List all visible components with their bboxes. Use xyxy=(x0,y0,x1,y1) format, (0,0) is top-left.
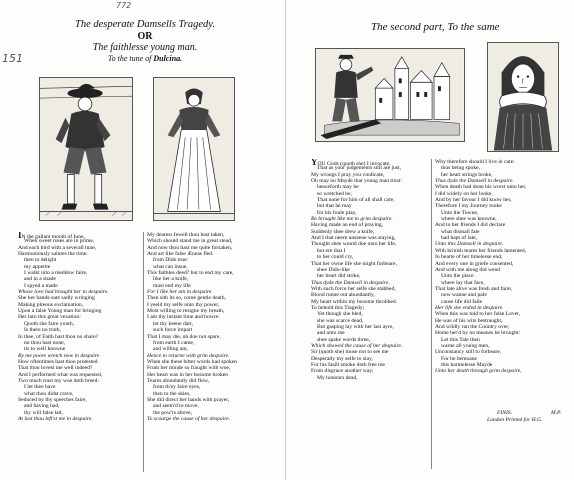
handwritten-page-number: 772 xyxy=(116,1,132,10)
verse-line: where lay that face, xyxy=(441,279,485,286)
verse-line: In thee, of Faith hast thou no share? xyxy=(18,333,99,340)
verse-line: Be brought like me to grim despaire. xyxy=(311,216,393,223)
woodcut-gentleman-figure xyxy=(40,78,132,220)
verse-line: from earth I came, xyxy=(153,339,195,346)
verse-line: But gasping lay with her last ayre, xyxy=(317,323,394,330)
handwritten-margin-number: 151 xyxy=(2,52,23,65)
verse-line: then to delight xyxy=(24,257,57,264)
verse-line: I yeeld my selfe unto thy power, xyxy=(147,301,220,308)
verse-line: Sir (quoth she) muse not to see me xyxy=(311,349,389,356)
finis-mark: FINIS. xyxy=(497,410,513,416)
woodcut-gentleman xyxy=(39,77,133,221)
verse-line: That as your judgements still are just, xyxy=(317,165,402,172)
column-divider-left xyxy=(143,232,144,472)
woodcut-town-scene xyxy=(315,48,465,142)
verse-line: Her life she ended in despaire. xyxy=(435,304,504,311)
verse-line: My dearest Jewell thou hast taken, xyxy=(147,232,225,238)
title-or: OR xyxy=(137,31,153,42)
verse-line: cause life did faile xyxy=(441,298,483,305)
verse-line: now wanne and pale xyxy=(441,292,487,299)
verse-line: Is there no truth, xyxy=(24,327,61,334)
verse-line: At last thou left'st me in despaire. xyxy=(18,415,93,422)
ballad-subtitle: The faithlesse young man. xyxy=(92,42,198,53)
verse-line: but that he may xyxy=(317,203,352,210)
woodcut-lady-portrait-figure xyxy=(488,43,558,151)
verse-line: Whose love had brought her to despaire. xyxy=(18,289,109,296)
verse-line: That I may die, oh doe not spare, xyxy=(147,333,221,340)
verse-line: That thou lovest me well indeed? xyxy=(18,365,93,372)
verse-line: Harmoniously salutes the time: xyxy=(18,251,88,258)
verse-line: When she these bitter words had spoken xyxy=(147,358,238,365)
verse-line: And I performed what was requested, xyxy=(18,371,103,378)
verse-line: I walkt into a meddow faire, xyxy=(24,270,88,277)
verse-line: and having had, xyxy=(24,403,60,410)
verse-line: like her a knife, xyxy=(153,276,189,283)
verse-line: Thus dyde the Damsell in despaire. xyxy=(311,279,390,286)
verse-line: thy will false lad, xyxy=(24,409,63,416)
verse-line: Why therefore should I live in care: xyxy=(435,159,515,165)
verse-line: I let thee have xyxy=(24,384,56,391)
verse-line: Hence to returne with grim despaire. xyxy=(147,352,230,359)
verse-line: To scourge the cause of her despaire. xyxy=(147,415,231,422)
verse-line: How oftentimes hast thou protested xyxy=(18,358,98,365)
verse-line: from Dido true: xyxy=(153,257,189,264)
tune-name: Dulcina. xyxy=(153,54,183,63)
verse-column-right-2 xyxy=(435,159,569,375)
verse-line: shee spake words three, xyxy=(317,336,371,343)
verse-line: must end my life xyxy=(153,282,191,289)
verse-line: When this was told to her false Lover, xyxy=(435,311,521,318)
verse-line: warne all young men, xyxy=(441,342,490,349)
verse-line: so wretched be, xyxy=(317,190,352,197)
verse-line: I spyed a made xyxy=(24,282,58,289)
verse-line: And with me along did wend xyxy=(435,266,501,273)
verse-line: Two much trust my woe doth breed: xyxy=(18,377,100,384)
column-divider-right xyxy=(431,159,432,469)
verse-line: thus being spoke, xyxy=(441,165,480,172)
verse-line: For he bemoane xyxy=(441,355,478,362)
verse-line: this harmelesse Mayde xyxy=(441,362,493,368)
verse-line: And now thou hast me quite forsaken, xyxy=(147,244,233,251)
right-page xyxy=(287,0,574,480)
verse-line: and in a shade xyxy=(24,276,56,283)
verse-line: had hapt of late, xyxy=(441,235,478,242)
verse-line: Oh may no Mayde that young man trust: xyxy=(311,178,402,185)
verse-line: Upon a false Young man for bringing xyxy=(18,308,102,315)
verse-line: For I like her am in despaire. xyxy=(147,289,213,296)
verse-line: To behold this Tragedy; xyxy=(311,304,365,311)
verse-line: By me poore wretch now in despaire xyxy=(18,352,100,359)
verse-line: And to her friends I did declare xyxy=(435,222,506,229)
verse-line: then to the skies, xyxy=(153,390,191,397)
verse-line: My heart within my bosome throbbed. xyxy=(311,298,398,305)
left-page xyxy=(0,0,286,480)
verse-line: Most willing to resigne my breath, xyxy=(147,308,225,315)
verse-line: and willing am, xyxy=(153,346,188,353)
verse-line: And every one in griefe consented, xyxy=(435,260,514,267)
ballad-title: The desperate Damsells Tragedy. xyxy=(75,19,215,30)
ballad-title-block xyxy=(40,18,250,64)
verse-line: but ere that I xyxy=(317,247,346,254)
verse-line: Desperatly my selfe to slay, xyxy=(311,355,373,362)
verse-line: She did direct her hands with prayer, xyxy=(147,396,230,403)
verse-line: Then sith its so, come gentle death, xyxy=(147,295,226,302)
verse-line: no thou hast none, xyxy=(24,339,66,346)
verse-line: From her minde so fraught with woe, xyxy=(147,365,231,372)
printer-imprint: London Printed for H.G. xyxy=(487,417,543,423)
verse-line: and seem'd to move, xyxy=(153,403,199,410)
verse-line: Suddenly shee drew a knife, xyxy=(311,228,375,235)
verse-line: Home her'd by no meanes be brought: xyxy=(435,330,521,337)
verse-line: Her heart was in her bosome broken xyxy=(147,371,229,378)
verse-line: what can insue, xyxy=(153,263,188,270)
verse-line: She her hands-sate sadly wringing xyxy=(18,295,95,302)
verse-line: her heart did strike, xyxy=(317,273,361,280)
verse-column-left-1 xyxy=(18,232,138,422)
verse-line: henceforth may he xyxy=(317,184,359,191)
verse-line: Blood runne out abundantly, xyxy=(311,292,375,299)
verse-line: Unconstancy still to forbeare, xyxy=(435,349,502,356)
verse-line: With such force her selfe she stabbed, xyxy=(311,285,396,292)
verse-column-left-2 xyxy=(147,232,275,422)
drop-capital: Y xyxy=(311,159,318,167)
verse-line: her heart strings broke, xyxy=(441,171,493,178)
verse-line: Let this Tale then xyxy=(441,336,480,343)
verse-line: for his foule play, xyxy=(317,209,357,216)
verse-line: shee Dido-like xyxy=(317,266,350,273)
verse-line: And wildly ran the Country over, xyxy=(435,323,510,330)
verse-line: That none for him of all shall care, xyxy=(317,197,395,204)
verse-line: Which showed the cause of her despaire. xyxy=(311,342,403,349)
woodcut-lady-portrait xyxy=(487,42,559,152)
verse-line: And I that neere unseene was staying, xyxy=(311,235,396,242)
verse-line: tis to well knowne xyxy=(24,346,66,353)
verse-line: This faithles deed? but to end my care, xyxy=(147,270,234,277)
tune-line xyxy=(40,54,250,64)
verse-line: Quoth she faire youth, xyxy=(24,320,75,327)
verse-line: the pow'rs above, xyxy=(153,409,193,416)
verse-line: My wrongs I pray you vindicate, xyxy=(311,171,385,178)
verse-line: Thought shee would doe unto her life, xyxy=(311,241,397,248)
author-initials: M.P. xyxy=(551,410,562,416)
verse-line: And by her favour I did know her, xyxy=(435,197,512,204)
verse-line: and unto me xyxy=(317,330,345,337)
tune-prefix: To the tune of xyxy=(107,54,152,63)
verse-line-text: N the gallant month of Iune, xyxy=(21,234,85,240)
verse-line: That late alive was fresh and faire, xyxy=(435,285,513,292)
verse-line: Therefore I my Journey tooke xyxy=(435,203,502,210)
woodcut-lady-figure xyxy=(154,78,234,220)
second-part-title: The second part, To the same xyxy=(371,21,500,33)
verse-line: When sweet roses are in prime, xyxy=(24,238,95,245)
verse-line: Thus dyde the Damsell in despaire. xyxy=(435,178,514,185)
verse-line: When death had done his worst unto her, xyxy=(435,184,527,191)
verse-line: Seduced by thy speeches faire, xyxy=(18,396,87,403)
woodcut-town-scene-figure xyxy=(316,49,464,141)
verse-line: Making piteous exclamation, xyxy=(18,301,84,308)
verse-line: let thy keene dart, xyxy=(153,320,194,327)
verse-line: I did widely on her looke, xyxy=(435,190,493,197)
verse-line: Having made an end of praying, xyxy=(311,222,384,229)
verse-line: Unto the place xyxy=(441,273,474,280)
verse-line: where shee was knowne, xyxy=(441,216,497,223)
verse-line: what thou didst crave, xyxy=(24,390,74,397)
verse-line: Unto the Towne, xyxy=(441,209,479,216)
verse-column-right-1 xyxy=(311,159,427,381)
verse-line: I am thy instant time and howre: xyxy=(147,314,220,321)
verse-line: That her owne life she might forbeare, xyxy=(311,260,397,267)
verse-line: Yet though she bled, xyxy=(317,311,363,318)
verse-line: she was scarce dead, xyxy=(317,317,364,324)
verse-line: And each bird with a severall tune, xyxy=(18,244,97,251)
verse-line: Teares abundantly did flow, xyxy=(147,377,210,384)
verse-line: For his fasill smoke doth free me xyxy=(311,362,385,368)
verse-line: And art like false Æneas fled. xyxy=(147,251,214,258)
verse-line: such force impart xyxy=(153,327,193,334)
woodcut-lady xyxy=(153,77,235,221)
drop-capital: I xyxy=(18,232,22,240)
verse-line: Unto this Damsell in despaire. xyxy=(435,241,504,248)
verse-line: With brinish teares her friends lamented, xyxy=(435,247,527,254)
verse-line: Unto her death through grim despaire, xyxy=(435,368,522,375)
verse-line: He was of his wits bestraught, xyxy=(435,317,503,324)
verse-line: My honours dead, xyxy=(317,374,358,381)
verse-line: From disgrace another way; xyxy=(311,368,374,375)
verse-line: my appetite xyxy=(24,263,51,270)
verse-line: In hearte of her timelesse end, xyxy=(435,254,503,261)
verse-line: Her into this great vexation: xyxy=(18,314,81,321)
verse-line: to her could cry, xyxy=(317,254,354,261)
verse-line-text: OU Gods (quoth she) I invocate, xyxy=(317,161,391,167)
verse-line: from th'ey faire eyes, xyxy=(153,384,201,391)
verse-line: Which should stand me in great stead, xyxy=(147,238,233,245)
verse-line: what dismall fate xyxy=(441,228,480,235)
